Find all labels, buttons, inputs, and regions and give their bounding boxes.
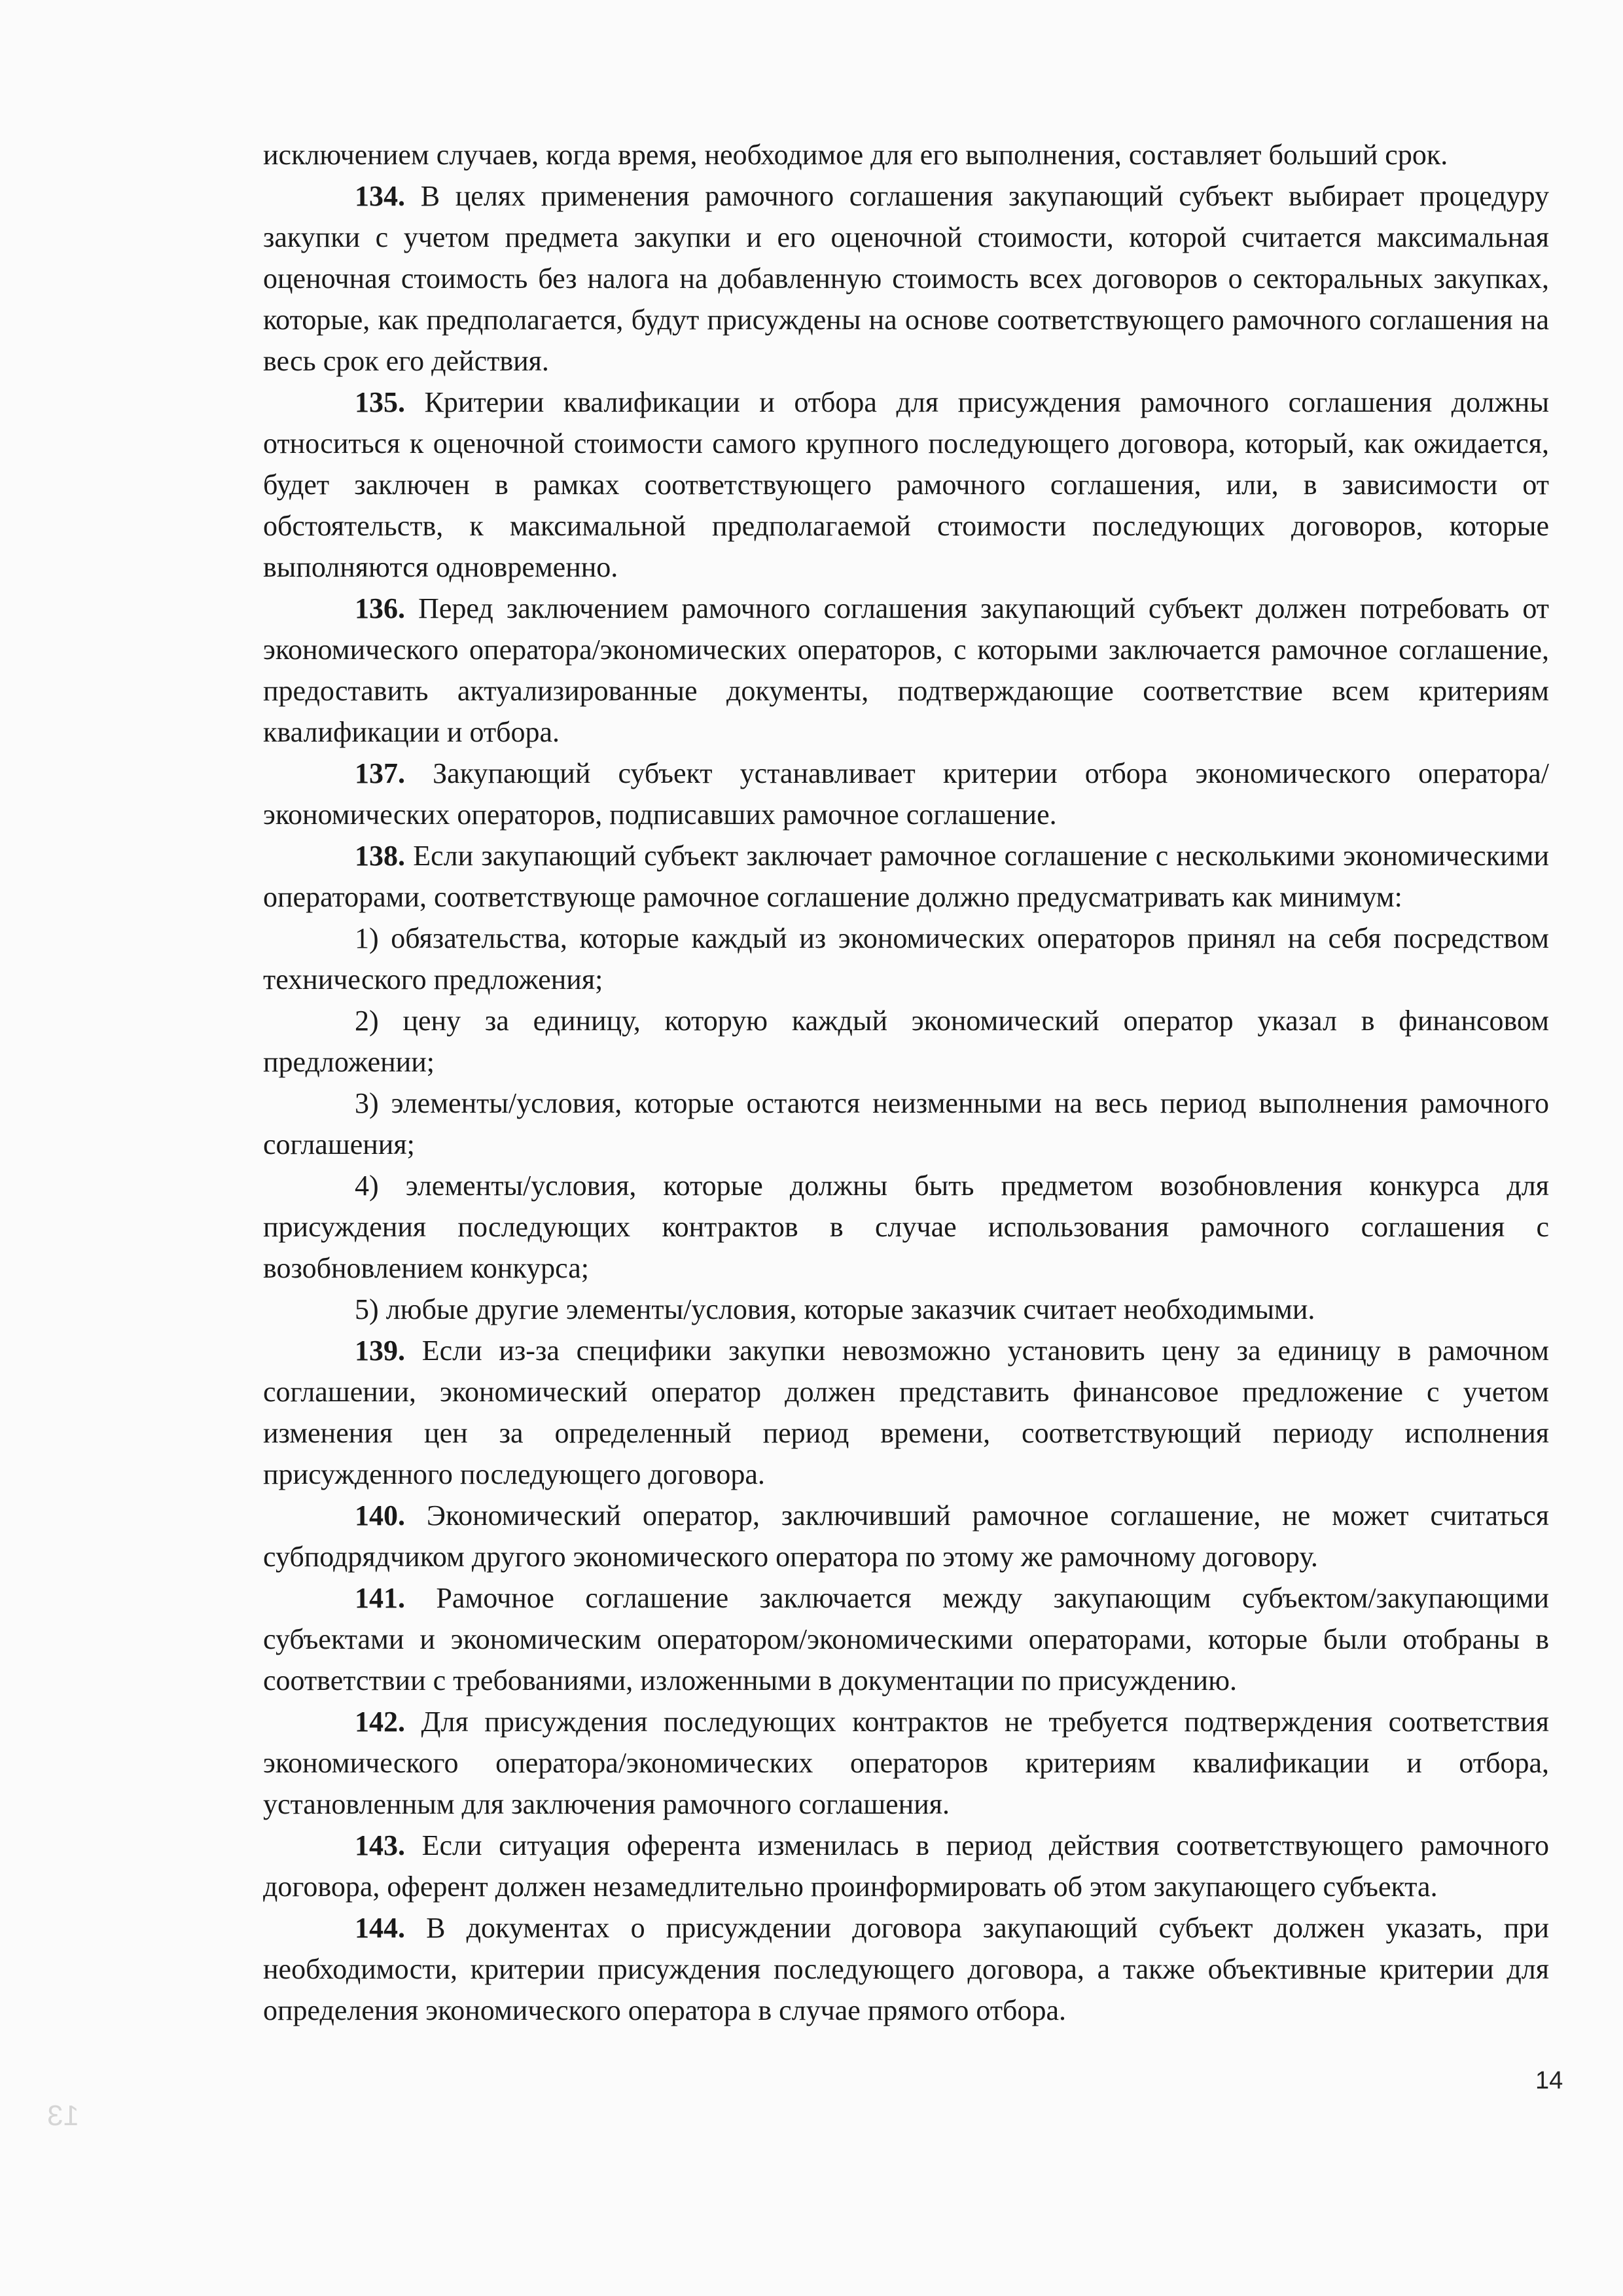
clause-text: Рамочное соглашение заключается между закупающим субъектом/закупающими субъектами и экономическим оператором/экономическими операторами, которые были отобраны в соответствии с требованиями, изложенными в документации по присуждению. [263,1582,1549,1696]
clause-text: В целях применения рамочного соглашения закупающий субъект выбирает процедуру закупки с учетом предмета закупки и его оценочной стоимости, которой считается максимальная оценочная стоимость без налога на добавленную стоимость всех договоров о секторальных закупках, которые, как предполагается, будут присуждены на основе соответствующего рамочного соглашения на весь срок его действия. [263,180,1550,377]
clause-142 [263,1701,1549,1825]
clause-number: 144. [355,1912,405,1944]
clause-135 [263,382,1549,588]
clause-144 [263,1907,1549,2031]
clause-number: 139. [355,1335,405,1367]
clause-number: 137. [355,757,405,789]
bleed-page-number: 13 [47,2100,79,2132]
clause-number: 138. [355,840,405,872]
clause-text: Если из-за специфики закупки невозможно установить цену за единицу в рамочном соглашении, экономический оператор должен представить финансовое предложение с учетом изменения цен за определенный период времени, соответствующий периоду исполнения присужденного последующего договора. [263,1335,1549,1490]
subclause-138-2: 2) цену за единицу, которую каждый экономический оператор указал в финансовом предложении; [263,1005,1549,1078]
clause-number: 135. [355,386,405,418]
clause-number: 142. [355,1706,405,1738]
subclause-138-5: 5) любые другие элементы/условия, которые заказчик считает необходимыми. [355,1293,1315,1325]
clause-text: Экономический оператор, заключивший рамочное соглашение, не может считаться субподрядчиком другого экономического оператора по этому же рамочному договору. [263,1499,1550,1573]
clause-134 [263,175,1549,382]
paragraph-continuation: исключением случаев, когда время, необходимое для его выполнения, составляет больший срок. [263,139,1448,171]
clause-140 [263,1495,1549,1577]
clause-text: Если ситуация оферента изменилась в период действия соответствующего рамочного договора, оферент должен незамедлительно проинформировать об этом закупающего субъекта. [263,1829,1550,1903]
clause-text: Если закупающий субъект заключает рамочное соглашение с несколькими экономическими операторами, соответствующе рамочное соглашение должно предусматривать как минимум: [263,840,1550,913]
clause-138 [263,835,1549,918]
clause-text: Критерии квалификации и отбора для присуждения рамочного соглашения должны относиться к оценочной стоимости самого крупного последующего договора, который, как ожидается, будет заключен в рамках соответствующего рамочного соглашения, или, в зависимости от обстоятельств, к максимальной предполагаемой стоимости последующих договоров, которые выполняются одновременно. [263,386,1550,583]
clause-136 [263,588,1549,753]
clause-137 [263,753,1549,835]
clause-number: 136. [355,592,405,624]
subclause-138-1: 1) обязательства, которые каждый из экономических операторов принял на себя посредством технического предложения; [263,922,1549,996]
subclause-138-3: 3) элементы/условия, которые остаются неизменными на весь период выполнения рамочного соглашения; [263,1087,1549,1160]
clause-143 [263,1825,1549,1907]
clause-text: Для присуждения последующих контрактов не требуется подтверждения соответствия экономического оператора/экономических операторов критериям квалификации и отбора, установленным для заключения рамочного соглашения. [263,1706,1549,1820]
clause-text: Закупающий субъект устанавливает критерии отбора экономического оператора/экономических операторов, подписавших рамочное соглашение. [263,757,1549,831]
clause-139 [263,1330,1549,1495]
clause-141 [263,1577,1549,1701]
clause-number: 143. [355,1829,405,1861]
document-body [263,134,1549,2031]
clause-number: 140. [355,1499,405,1532]
clause-text: Перед заключением рамочного соглашения закупающий субъект должен потребовать от экономического оператора/экономических операторов, с которыми заключается рамочное соглашение, предоставить актуализированные документы, подтверждающие соответствие всем критериям квалификации и отбора. [263,592,1549,748]
subclause-138-4: 4) элементы/условия, которые должны быть предметом возобновления конкурса для присуждения последующих контрактов в случае использования рамочного соглашения с возобновлением конкурса; [263,1170,1549,1284]
clause-number: 141. [355,1582,405,1614]
clause-number: 134. [355,180,405,212]
clause-text: В документах о присуждении договора закупающий субъект должен указать, при необходимости, критерии присуждения последующего договора, а также объективные критерии для определения экономического оператора в случае прямого отбора. [263,1912,1550,2026]
page-number: 14 [1535,2067,1563,2094]
